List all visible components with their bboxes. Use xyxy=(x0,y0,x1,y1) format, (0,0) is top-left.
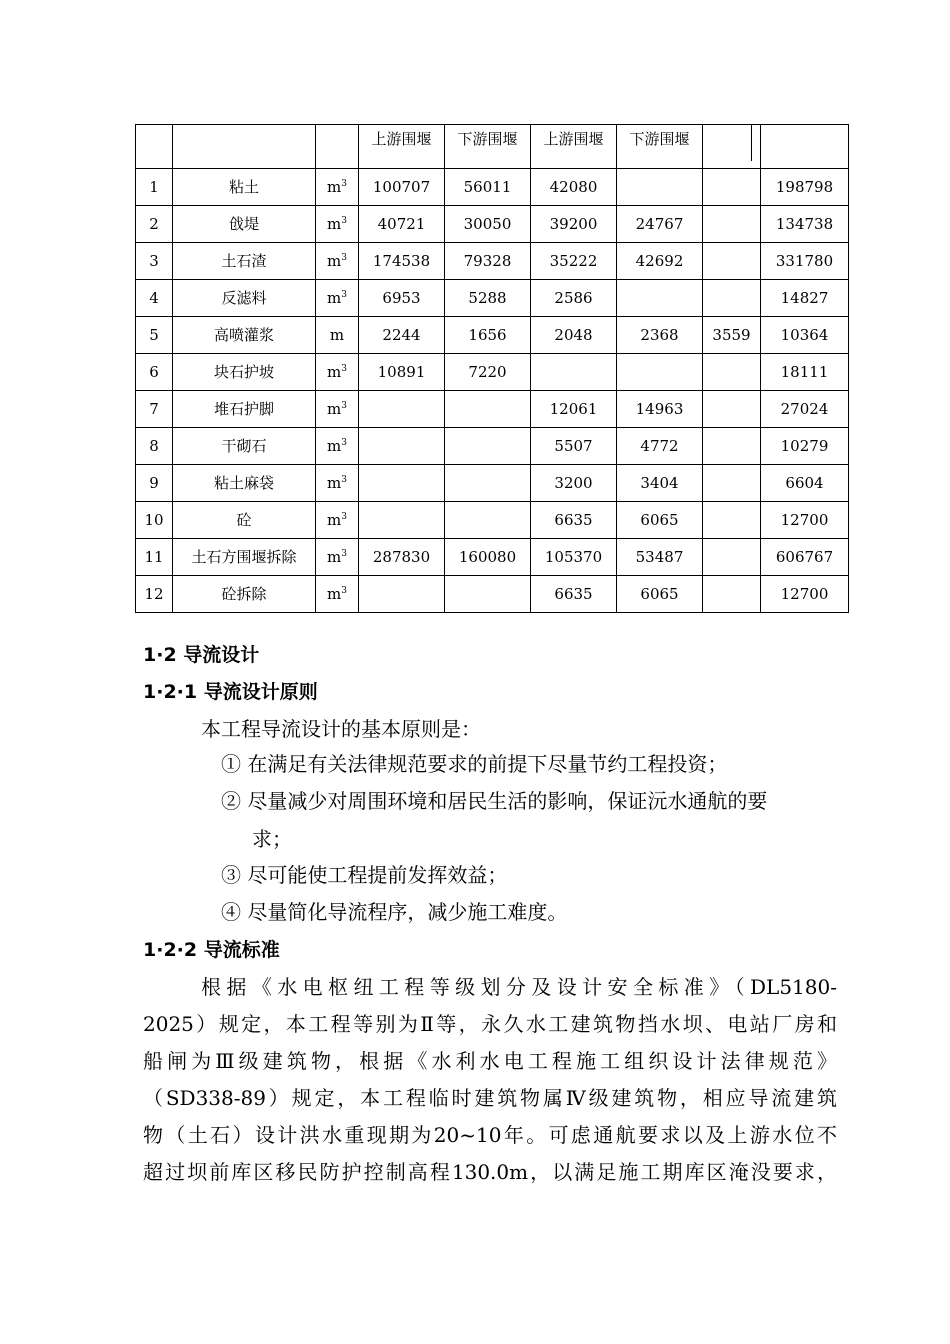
downstream-cofferdam-2-cell: 53487 xyxy=(617,539,703,576)
table-row xyxy=(136,428,849,465)
upstream-cofferdam-1-cell: 40721 xyxy=(359,206,445,243)
standards-paragraph-line: 船闸为Ⅲ级建筑物，根据《水利水电工程施工组织设计法律规范》 xyxy=(143,1049,837,1073)
unit-text: m xyxy=(327,178,342,196)
upstream-cofferdam-1-cell xyxy=(359,391,445,428)
subsection-heading-standards: 1·2·2 导流标准 xyxy=(143,939,280,961)
unit-superscript: 3 xyxy=(341,253,347,263)
upstream-cofferdam-2-cell: 35222 xyxy=(531,243,617,280)
item-name-cell: 粘土 xyxy=(173,169,316,206)
upstream-cofferdam-2-cell: 5507 xyxy=(531,428,617,465)
standards-paragraph-line: 2025）规定，本工程等别为Ⅱ等，永久水工建筑物挡水坝、电站厂房和 xyxy=(143,1012,837,1036)
upstream-cofferdam-1-cell xyxy=(359,428,445,465)
table-row xyxy=(136,465,849,502)
unit-text: m xyxy=(329,326,345,344)
row-number-cell: 7 xyxy=(136,391,173,428)
downstream-cofferdam-1-cell xyxy=(445,428,531,465)
principle-item: ② 尽量减少对周围环境和居民生活的影响，保证沅水通航的要 xyxy=(221,789,768,813)
table-row xyxy=(136,280,849,317)
extra-cell xyxy=(703,354,761,391)
row-number-cell: 8 xyxy=(136,428,173,465)
upstream-cofferdam-2-cell: 42080 xyxy=(531,169,617,206)
downstream-cofferdam-2-cell xyxy=(617,354,703,391)
table-row xyxy=(136,206,849,243)
downstream-cofferdam-1-cell: 56011 xyxy=(445,169,531,206)
upstream-cofferdam-2-cell: 6635 xyxy=(531,576,617,613)
unit-superscript: 3 xyxy=(341,438,347,448)
unit-text: m xyxy=(327,400,342,418)
upstream-cofferdam-2-cell: 2048 xyxy=(531,317,617,354)
item-name-cell: 土石渣 xyxy=(173,243,316,280)
downstream-cofferdam-1-cell: 5288 xyxy=(445,280,531,317)
table-row xyxy=(136,576,849,613)
unit-cell xyxy=(316,317,359,354)
upstream-cofferdam-1-cell xyxy=(359,576,445,613)
unit-cell xyxy=(316,280,359,317)
extra-cell xyxy=(703,465,761,502)
header-cell: 下游围堰 xyxy=(445,125,531,169)
row-number-cell: 3 xyxy=(136,243,173,280)
table-row xyxy=(136,539,849,576)
unit-cell xyxy=(316,354,359,391)
downstream-cofferdam-2-cell: 6065 xyxy=(617,502,703,539)
extra-cell xyxy=(703,243,761,280)
downstream-cofferdam-1-cell: 30050 xyxy=(445,206,531,243)
unit-text: m xyxy=(327,363,342,381)
downstream-cofferdam-1-cell xyxy=(445,391,531,428)
unit-cell xyxy=(316,243,359,280)
extra-cell xyxy=(703,280,761,317)
principle-item: ④ 尽量简化导流程序，减少施工难度。 xyxy=(221,900,568,924)
upstream-cofferdam-1-cell: 287830 xyxy=(359,539,445,576)
downstream-cofferdam-1-cell: 1656 xyxy=(445,317,531,354)
downstream-cofferdam-1-cell xyxy=(445,502,531,539)
item-name-cell: 粘土麻袋 xyxy=(173,465,316,502)
item-name-cell: 反滤料 xyxy=(173,280,316,317)
downstream-cofferdam-1-cell: 7220 xyxy=(445,354,531,391)
principle-item: ③ 尽可能使工程提前发挥效益； xyxy=(221,863,508,887)
upstream-cofferdam-2-cell: 2586 xyxy=(531,280,617,317)
item-name-cell: 戗堤 xyxy=(173,206,316,243)
header-cell xyxy=(703,125,761,169)
downstream-cofferdam-1-cell xyxy=(445,465,531,502)
unit-cell xyxy=(316,206,359,243)
row-number-cell: 10 xyxy=(136,502,173,539)
quantity-table xyxy=(135,124,849,613)
unit-superscript: 3 xyxy=(341,364,347,374)
standards-paragraph-line: 物（土石）设计洪水重现期为20~10年。可虑通航要求以及上游水位不 xyxy=(143,1123,837,1147)
extra-cell xyxy=(703,206,761,243)
total-cell: 27024 xyxy=(761,391,849,428)
total-cell: 14827 xyxy=(761,280,849,317)
table-row xyxy=(136,243,849,280)
section-heading: 1·2 导流设计 xyxy=(143,644,260,666)
unit-text: m xyxy=(327,215,342,233)
header-cell xyxy=(173,125,316,169)
total-cell: 18111 xyxy=(761,354,849,391)
unit-superscript: 3 xyxy=(341,216,347,226)
total-cell: 606767 xyxy=(761,539,849,576)
unit-cell xyxy=(316,502,359,539)
upstream-cofferdam-2-cell: 12061 xyxy=(531,391,617,428)
standards-paragraph-line: 根据《水电枢纽工程等级划分及设计安全标准》（DL5180- xyxy=(201,975,837,999)
downstream-cofferdam-2-cell: 24767 xyxy=(617,206,703,243)
downstream-cofferdam-1-cell: 79328 xyxy=(445,243,531,280)
item-name-cell: 堆石护脚 xyxy=(173,391,316,428)
header-cell xyxy=(316,125,359,169)
unit-cell xyxy=(316,169,359,206)
unit-text: m xyxy=(327,548,342,566)
standards-paragraph-line: 超过坝前库区移民防护控制高程130.0m，以满足施工期库区淹没要求， xyxy=(143,1160,837,1184)
extra-cell xyxy=(703,539,761,576)
total-cell: 331780 xyxy=(761,243,849,280)
row-number-cell: 12 xyxy=(136,576,173,613)
unit-text: m xyxy=(327,252,342,270)
item-name-cell: 土石方围堰拆除 xyxy=(173,539,316,576)
row-number-cell: 6 xyxy=(136,354,173,391)
row-number-cell: 5 xyxy=(136,317,173,354)
unit-text: m xyxy=(327,437,342,455)
unit-text: m xyxy=(327,511,342,529)
upstream-cofferdam-1-cell: 174538 xyxy=(359,243,445,280)
unit-text: m xyxy=(327,585,342,603)
extra-cell xyxy=(703,428,761,465)
header-cell xyxy=(136,125,173,169)
downstream-cofferdam-1-cell xyxy=(445,576,531,613)
extra-cell: 3559 xyxy=(703,317,761,354)
unit-text: m xyxy=(327,474,342,492)
downstream-cofferdam-2-cell xyxy=(617,280,703,317)
downstream-cofferdam-2-cell: 42692 xyxy=(617,243,703,280)
table-header-row xyxy=(136,125,849,169)
header-cell: 上游围堰 xyxy=(531,125,617,169)
upstream-cofferdam-2-cell: 105370 xyxy=(531,539,617,576)
table-row xyxy=(136,502,849,539)
upstream-cofferdam-1-cell: 100707 xyxy=(359,169,445,206)
unit-cell xyxy=(316,428,359,465)
downstream-cofferdam-2-cell xyxy=(617,169,703,206)
downstream-cofferdam-2-cell: 2368 xyxy=(617,317,703,354)
downstream-cofferdam-2-cell: 3404 xyxy=(617,465,703,502)
subsection-heading-principles: 1·2·1 导流设计原则 xyxy=(143,681,318,703)
standards-paragraph-line: （SD338-89）规定，本工程临时建筑物属Ⅳ级建筑物，相应导流建筑 xyxy=(143,1086,837,1110)
principle-item: 求； xyxy=(252,827,292,851)
total-cell: 10364 xyxy=(761,317,849,354)
upstream-cofferdam-2-cell: 39200 xyxy=(531,206,617,243)
row-number-cell: 4 xyxy=(136,280,173,317)
unit-cell xyxy=(316,391,359,428)
downstream-cofferdam-2-cell: 4772 xyxy=(617,428,703,465)
upstream-cofferdam-1-cell: 2244 xyxy=(359,317,445,354)
item-name-cell: 干砌石 xyxy=(173,428,316,465)
extra-cell xyxy=(703,169,761,206)
upstream-cofferdam-2-cell xyxy=(531,354,617,391)
item-name-cell: 块石护坡 xyxy=(173,354,316,391)
unit-superscript: 3 xyxy=(341,475,347,485)
row-number-cell: 1 xyxy=(136,169,173,206)
row-number-cell: 2 xyxy=(136,206,173,243)
downstream-cofferdam-2-cell: 14963 xyxy=(617,391,703,428)
row-number-cell: 11 xyxy=(136,539,173,576)
upstream-cofferdam-1-cell: 6953 xyxy=(359,280,445,317)
total-cell: 12700 xyxy=(761,576,849,613)
upstream-cofferdam-1-cell xyxy=(359,502,445,539)
principles-intro: 本工程导流设计的基本原则是： xyxy=(201,717,481,741)
unit-cell xyxy=(316,576,359,613)
unit-cell xyxy=(316,465,359,502)
unit-superscript: 3 xyxy=(341,290,347,300)
total-cell: 12700 xyxy=(761,502,849,539)
item-name-cell: 砼拆除 xyxy=(173,576,316,613)
extra-cell xyxy=(703,576,761,613)
unit-cell xyxy=(316,539,359,576)
unit-superscript: 3 xyxy=(341,512,347,522)
total-cell: 6604 xyxy=(761,465,849,502)
item-name-cell: 砼 xyxy=(173,502,316,539)
extra-cell xyxy=(703,391,761,428)
item-name-cell: 高喷灌浆 xyxy=(173,317,316,354)
principle-item: ① 在满足有关法律规范要求的前提下尽量节约工程投资； xyxy=(221,752,728,776)
total-cell: 134738 xyxy=(761,206,849,243)
row-number-cell: 9 xyxy=(136,465,173,502)
table-row xyxy=(136,317,849,354)
total-cell: 10279 xyxy=(761,428,849,465)
upstream-cofferdam-1-cell xyxy=(359,465,445,502)
extra-cell xyxy=(703,502,761,539)
upstream-cofferdam-1-cell: 10891 xyxy=(359,354,445,391)
downstream-cofferdam-2-cell: 6065 xyxy=(617,576,703,613)
downstream-cofferdam-1-cell: 160080 xyxy=(445,539,531,576)
unit-text: m xyxy=(327,289,342,307)
header-cell xyxy=(761,125,849,169)
table-row xyxy=(136,354,849,391)
unit-superscript: 3 xyxy=(341,401,347,411)
unit-superscript: 3 xyxy=(341,549,347,559)
header-cell: 上游围堰 xyxy=(359,125,445,169)
table-row xyxy=(136,391,849,428)
unit-superscript: 3 xyxy=(341,179,347,189)
upstream-cofferdam-2-cell: 6635 xyxy=(531,502,617,539)
table-row xyxy=(136,169,849,206)
header-cell: 下游围堰 xyxy=(617,125,703,169)
upstream-cofferdam-2-cell: 3200 xyxy=(531,465,617,502)
total-cell: 198798 xyxy=(761,169,849,206)
unit-superscript: 3 xyxy=(341,586,347,596)
